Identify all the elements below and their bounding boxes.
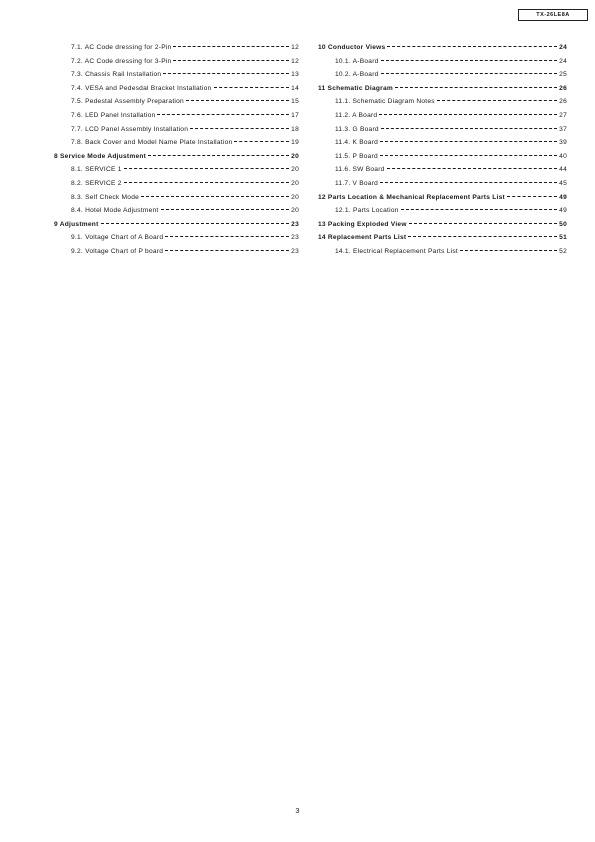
toc-section-entry[interactable]: [54, 221, 299, 235]
toc-entry-title: 11.2. A Board: [335, 111, 378, 119]
toc-dot-leader: [507, 196, 557, 197]
toc-entry-title: 10 Conductor Views: [318, 44, 386, 51]
toc-subsection-entry[interactable]: [318, 58, 567, 72]
toc-entry-title: 12.1. Parts Location: [335, 207, 399, 215]
toc-dot-leader: [124, 168, 289, 169]
toc-subsection-entry[interactable]: [318, 98, 567, 112]
toc-entry-page: 26: [559, 98, 567, 106]
toc-subsection-entry[interactable]: [54, 166, 299, 180]
toc-entry-page: 45: [559, 179, 567, 187]
toc-entry-title: 11.5. P Board: [335, 152, 378, 160]
toc-entry-title: 11.7. V Board: [335, 179, 379, 187]
toc-entry-title: 14.1. Electrical Replacement Parts List: [335, 247, 458, 255]
toc-entry-title: 8 Service Mode Adjustment: [54, 152, 147, 160]
toc-section-entry[interactable]: [318, 44, 567, 58]
toc-entry-title: 12 Parts Location & Mechanical Replacement Parts List: [318, 193, 505, 201]
toc-entry-page: 18: [291, 125, 299, 133]
toc-entry-title: 7.5. Pedestal Assembly Preparation: [71, 98, 184, 106]
toc-entry-page: 40: [559, 152, 567, 160]
toc-dot-leader: [173, 46, 289, 47]
toc-dot-leader: [165, 250, 289, 251]
toc-entry-page: 27: [559, 111, 567, 119]
toc-dot-leader: [163, 73, 289, 74]
toc-entry-title: 7.1. AC Code dressing for 2-Pin: [71, 44, 172, 51]
page-number: 3: [295, 806, 300, 815]
toc-entry-title: 8.3. Self Check Mode: [71, 193, 140, 201]
toc-dot-leader: [387, 46, 557, 47]
toc-entry-page: 49: [559, 207, 567, 215]
toc-subsection-entry[interactable]: [54, 44, 299, 58]
toc-entry-title: 11.4. K Board: [335, 139, 379, 147]
toc-dot-leader: [101, 223, 290, 224]
toc-entry-page: 17: [291, 111, 299, 119]
toc-entry-page: 26: [559, 84, 567, 92]
toc-entry-page: 44: [559, 166, 567, 174]
toc-dot-leader: [408, 236, 557, 237]
toc-subsection-entry[interactable]: [318, 207, 567, 221]
toc-dot-leader: [148, 155, 289, 156]
toc-subsection-entry[interactable]: [318, 139, 567, 153]
toc-entry-page: 39: [559, 139, 567, 147]
toc-entry-page: 23: [291, 247, 299, 255]
toc-dot-leader: [380, 141, 557, 142]
toc-dot-leader: [161, 209, 290, 210]
toc-dot-leader: [234, 141, 289, 142]
toc-entry-page: 37: [559, 125, 567, 133]
toc-dot-leader: [380, 182, 557, 183]
toc-entry-page: 15: [291, 98, 299, 106]
toc-section-entry[interactable]: [54, 153, 299, 167]
toc-subsection-entry[interactable]: [54, 58, 299, 72]
toc-entry-title: 10.1. A-Board: [335, 57, 379, 65]
toc-dot-leader: [190, 128, 289, 129]
toc-subsection-entry[interactable]: [54, 85, 299, 99]
toc-entry-page: 49: [559, 193, 567, 201]
toc-dot-leader: [387, 168, 558, 169]
toc-dot-leader: [381, 128, 557, 129]
toc-subsection-entry[interactable]: [318, 180, 567, 194]
toc-entry-title: 8.1. SERVICE 1: [71, 166, 122, 174]
toc-entry-title: 14 Replacement Parts List: [318, 234, 407, 242]
toc-dot-leader: [165, 236, 289, 237]
toc-dot-leader: [401, 209, 558, 210]
toc-dot-leader: [124, 182, 289, 183]
toc-entry-title: 7.2. AC Code dressing for 3-Pin: [71, 57, 172, 65]
toc-subsection-entry[interactable]: [54, 126, 299, 140]
toc-entry-title: 7.3. Chassis Rail Installation: [71, 71, 162, 79]
toc-entry-title: 10.2. A-Board: [335, 71, 379, 79]
toc-entry-title: 11.3. G Board: [335, 125, 379, 133]
toc-dot-leader: [381, 60, 558, 61]
toc-section-entry[interactable]: [318, 85, 567, 99]
toc-section-entry[interactable]: [318, 194, 567, 208]
toc-entry-page: 14: [291, 84, 299, 92]
toc-entry-title: 7.7. LCD Panel Assembly Installation: [71, 125, 189, 133]
toc-subsection-entry[interactable]: [54, 139, 299, 153]
toc-dot-leader: [395, 87, 557, 88]
toc-entry-page: 20: [291, 179, 299, 187]
toc-entry-page: 20: [291, 166, 299, 174]
toc-dot-leader: [437, 100, 557, 101]
toc-section-entry[interactable]: [318, 221, 567, 235]
toc-dot-leader: [173, 60, 289, 61]
toc-subsection-entry[interactable]: [318, 166, 567, 180]
toc-entry-title: 9.2. Voltage Chart of P board: [71, 247, 164, 255]
toc-entry-page: 52: [559, 247, 567, 255]
toc-right-column: [318, 44, 567, 262]
toc-subsection-entry[interactable]: [318, 248, 567, 262]
toc-subsection-entry[interactable]: [54, 194, 299, 208]
toc-dot-leader: [460, 250, 557, 251]
toc-subsection-entry[interactable]: [54, 207, 299, 221]
toc-dot-leader: [141, 196, 289, 197]
toc-entry-title: 9 Adjustment: [54, 220, 99, 228]
toc-entry-title: 9.1. Voltage Chart of A Board: [71, 234, 164, 242]
toc-subsection-entry[interactable]: [318, 126, 567, 140]
model-number-box: TX-26LE8A: [518, 9, 588, 21]
toc-dot-leader: [381, 73, 558, 74]
toc-entry-page: 13: [291, 71, 299, 79]
toc-entry-page: 51: [559, 234, 567, 242]
toc-entry-page: 50: [559, 220, 567, 228]
toc-dot-leader: [409, 223, 557, 224]
toc-subsection-entry[interactable]: [318, 112, 567, 126]
toc-dot-leader: [214, 87, 290, 88]
toc-entry-title: 8.2. SERVICE 2: [71, 179, 122, 187]
toc-subsection-entry[interactable]: [54, 234, 299, 248]
toc-dot-leader: [186, 100, 289, 101]
toc-subsection-entry[interactable]: [54, 248, 299, 262]
toc-subsection-entry[interactable]: [318, 71, 567, 85]
toc-entry-title: 8.4. Hotel Mode Adjustment: [71, 207, 159, 215]
toc-subsection-entry[interactable]: [318, 153, 567, 167]
toc-entry-title: 13 Packing Exploded View: [318, 220, 407, 228]
toc-entry-title: 7.6. LED Panel Installation: [71, 111, 156, 119]
toc-subsection-entry[interactable]: [54, 98, 299, 112]
toc-entry-title: 7.8. Back Cover and Model Name Plate Installation: [71, 139, 233, 147]
toc-left-column: [54, 44, 299, 262]
toc-entry-page: 12: [291, 44, 299, 51]
toc-dot-leader: [379, 114, 557, 115]
toc-entry-page: 20: [291, 152, 299, 160]
toc-section-entry[interactable]: [318, 234, 567, 248]
toc-entry-title: 11.1. Schematic Diagram Notes: [335, 98, 435, 106]
toc-entry-page: 20: [291, 207, 299, 215]
toc-subsection-entry[interactable]: [54, 112, 299, 126]
toc-subsection-entry[interactable]: [54, 180, 299, 194]
toc-entry-page: 23: [291, 220, 299, 228]
toc-entry-page: 25: [559, 71, 567, 79]
toc-entry-title: 11.6. SW Board: [335, 166, 385, 174]
toc-entry-title: 7.4. VESA and Pedesdal Bracket Installation: [71, 84, 212, 92]
toc-entry-page: 24: [559, 57, 567, 65]
toc-subsection-entry[interactable]: [54, 71, 299, 85]
toc-dot-leader: [380, 155, 557, 156]
toc-entry-page: 20: [291, 193, 299, 201]
toc-entry-page: 24: [559, 44, 567, 51]
toc-dot-leader: [157, 114, 289, 115]
toc-entry-page: 12: [291, 57, 299, 65]
toc-entry-page: 19: [291, 139, 299, 147]
toc-entry-page: 23: [291, 234, 299, 242]
toc-entry-title: 11 Schematic Diagram: [318, 84, 394, 92]
